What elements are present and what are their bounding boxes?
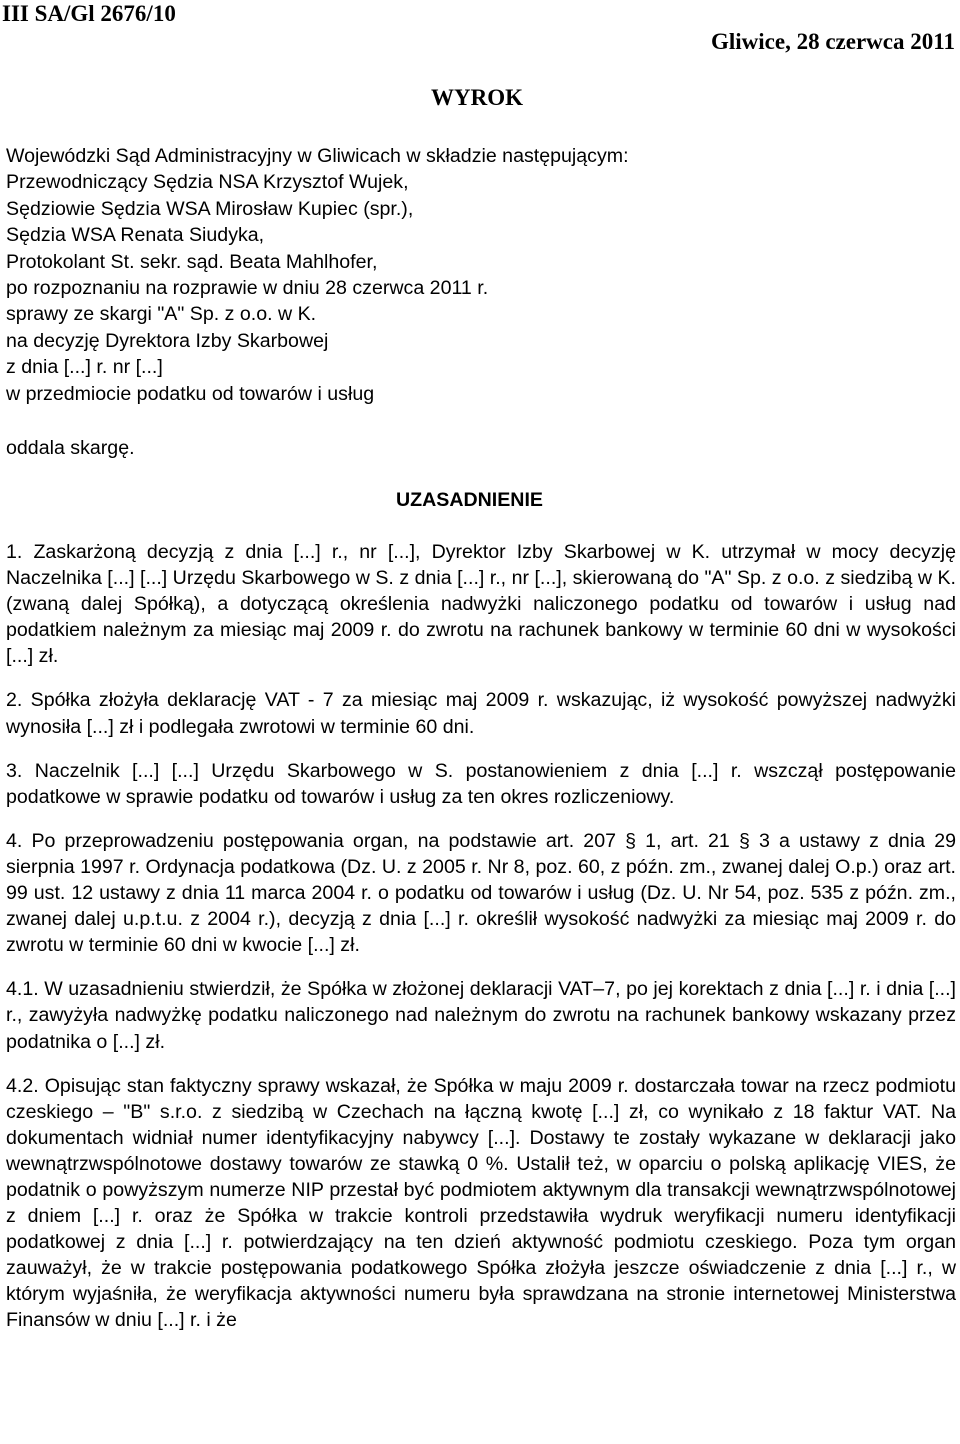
composition-line: z dnia [...] r. nr [...] [6,356,163,379]
composition-line: Protokolant St. sekr. sąd. Beata Mahlhofer, [6,250,378,273]
composition-line: Sędzia WSA Renata Siudyka, [6,224,265,247]
composition-line: Sędziowie Sędzia WSA Mirosław Kupiec (spr.), [6,197,414,220]
verdict-title: WYROK [431,85,523,110]
paragraph: 1. Zaskarżoną decyzją z dnia [...] r., nr [...], Dyrektor Izby Skarbowej w K. utrzymał w mocy decyzję Naczelnika [...] [...] Urzędu Skarbowego w S. z dnia [...] r., nr [...], skierowaną do "A" Sp. z o.o. z siedzibą w K. (zwaną dalej Spółką), a dotyczącą określenia nadwyżki naliczonego podatku od towarów i usług nad podatkiem należnym za miesiąc maj 2009 r. do zwrotu na rachunek bankowy w terminie 60 dni w wysokości [...] zł. [6,541,956,668]
paragraph: 2. Spółka złożyła deklarację VAT - 7 za miesiąc maj 2009 r. wskazując, iż wysokość powyższej nadwyżki wynosiła [...] zł i podlegała zwrotowi w terminie 60 dni. [6,689,956,738]
justification-body [6,539,956,1352]
composition-line: na decyzję Dyrektora Izby Skarbowej [6,329,329,352]
justification-heading: UZASADNIENIE [396,489,543,511]
court-composition [6,143,629,407]
paragraph: 4.2. Opisując stan faktyczny sprawy wskazał, że Spółka w maju 2009 r. dostarczała towar na rzecz podmiotu czeskiego – "B" s.r.o. z siedzibą w Czechach na łączną kwotę [...] zł, co wynikało z 18 faktur VAT. Na dokumentach widniał numer identyfikacyjny nabywcy [...]. Dostawy te zostały wykazane w deklaracji jako wewnątrzwspólnotowe dostawy towarów ze stawką 0 %. Ustalił też, w oparciu o polską aplikację VIES, że podatnik o powyższym numerze NIP przestał być podmiotem aktywnym dla transakcji wewnątrzwspólnotowej z dniem [...] r. oraz że Spółka w trakcie kontroli przedstawiła wydruk weryfikacji numeru identyfikacji podatkowej z dnia [...] r. potwierdzający na ten dzień aktywność podmiotu czeskiego. Poza tym organ zauważył, że w trakcie postępowania podatkowego Spółka złożyła jeszcze oświadczenie z dnia [...] r., w którym wyjaśniła, że weryfikacja aktywności numeru była sprawdzana na stronie internetowej Ministerstwa Finansów w dniu [...] r. i że [6,1074,956,1332]
verdict-decision: oddala skargę. [6,437,135,459]
case-number: III SA/Gl 2676/10 [2,1,176,26]
composition-line: po rozpoznaniu na rozprawie w dniu 28 czerwca 2011 r. [6,277,489,300]
paragraph: 3. Naczelnik [...] [...] Urzędu Skarbowego w S. postanowieniem z dnia [...] r. wszczął postępowanie podatkowe w sprawie podatku od towarów i usług za ten okres rozliczeniowy. [6,759,956,808]
composition-line: sprawy ze skargi "A" Sp. z o.o. w K. [6,303,317,326]
place-date: Gliwice, 28 czerwca 2011 [711,29,955,54]
composition-line: w przedmiocie podatku od towarów i usług [6,382,375,405]
paragraph: 4. Po przeprowadzeniu postępowania organ, na podstawie art. 207 § 1, art. 21 § 3 a ustawy z dnia 29 sierpnia 1997 r. Ordynacja podatkowa (Dz. U. z 2005 r. Nr 8, poz. 60, z późn. zm., zwanej dalej O.p.) oraz art. 99 ust. 12 ustawy z dnia 11 marca 2004 r. o podatku od towarów i usług (Dz. U. Nr 54, poz. 535 z późn. zm., zwanej dalej u.p.t.u. z 2004 r.), decyzją z dnia [...] r. określił wysokość nadwyżki za miesiąc maj 2009 r. do zwrotu w terminie 60 dni w kwocie [...] zł. [6,829,956,957]
composition-line: Przewodniczący Sędzia NSA Krzysztof Wujek, [6,171,409,194]
paragraph: 4.1. W uzasadnieniu stwierdził, że Spółka w złożonej deklaracji VAT–7, po jej korektach z dnia [...] r. i dnia [...] r., zawyżyła nadwyżkę podatku naliczonego nad należnym do zwrotu na rachunek bankowy wskazany przez podatnika o [...] zł. [6,978,956,1053]
composition-line: Wojewódzki Sąd Administracyjny w Gliwicach w składzie następującym: [6,145,629,167]
